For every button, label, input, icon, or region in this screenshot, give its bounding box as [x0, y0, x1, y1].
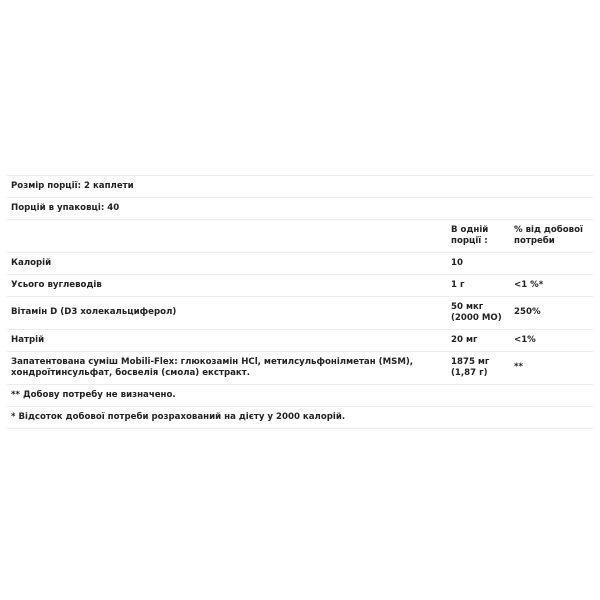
nutrient-daily-value: <1%: [514, 335, 536, 345]
table-row: [7, 297, 593, 330]
footnote-row: [7, 407, 593, 429]
nutrient-name: Натрій: [11, 335, 45, 345]
header-blank: [7, 220, 447, 252]
nutrient-daily-value: <1 %*: [514, 280, 544, 290]
servings-per-container-row: [7, 198, 593, 220]
nutrient-daily-value: 250%: [514, 307, 541, 317]
nutrient-name: Вітамін D (D3 холекальциферол): [11, 307, 177, 317]
nutrient-amount: 1875 мг (1,87 г): [451, 357, 490, 378]
nutrient-amount: 20 мг: [451, 335, 478, 345]
nutrient-amount: 50 мкг (2000 МО): [451, 302, 502, 323]
table-header-row: [7, 220, 593, 253]
nutrient-name: Калорій: [11, 258, 52, 268]
footnote-daily-value-basis: * Відсоток добової потреби розрахований на дієту у 2000 калорій.: [11, 412, 346, 422]
footnote-row: [7, 385, 593, 407]
table-row: [7, 275, 593, 297]
header-daily-value: % від добової потреби: [514, 225, 583, 246]
nutrient-amount: 10: [451, 258, 463, 268]
footnote-not-established: ** Добову потребу не визначено.: [11, 390, 176, 400]
table-row: [7, 352, 593, 385]
nutrient-amount: 1 г: [451, 280, 465, 290]
header-amount: В одній порції :: [451, 225, 489, 246]
table-row: [7, 330, 593, 352]
supplement-facts-table: [7, 175, 593, 429]
serving-size-row: [7, 176, 593, 198]
nutrient-daily-value: [510, 253, 593, 274]
nutrient-name: Запатентована суміш Mobili-Flex: глюкозамін HCl, метилсульфонілметан (MSM), хондроїтинсульфат, босвелія (смола) екстракт.: [11, 357, 414, 378]
nutrient-daily-value: **: [514, 362, 523, 372]
table-row: [7, 253, 593, 275]
serving-size: Розмір порції: 2 каплети: [11, 181, 134, 191]
servings-per-container: Порцій в упаковці: 40: [11, 203, 120, 213]
nutrient-name: Усього вуглеводів: [11, 280, 102, 290]
